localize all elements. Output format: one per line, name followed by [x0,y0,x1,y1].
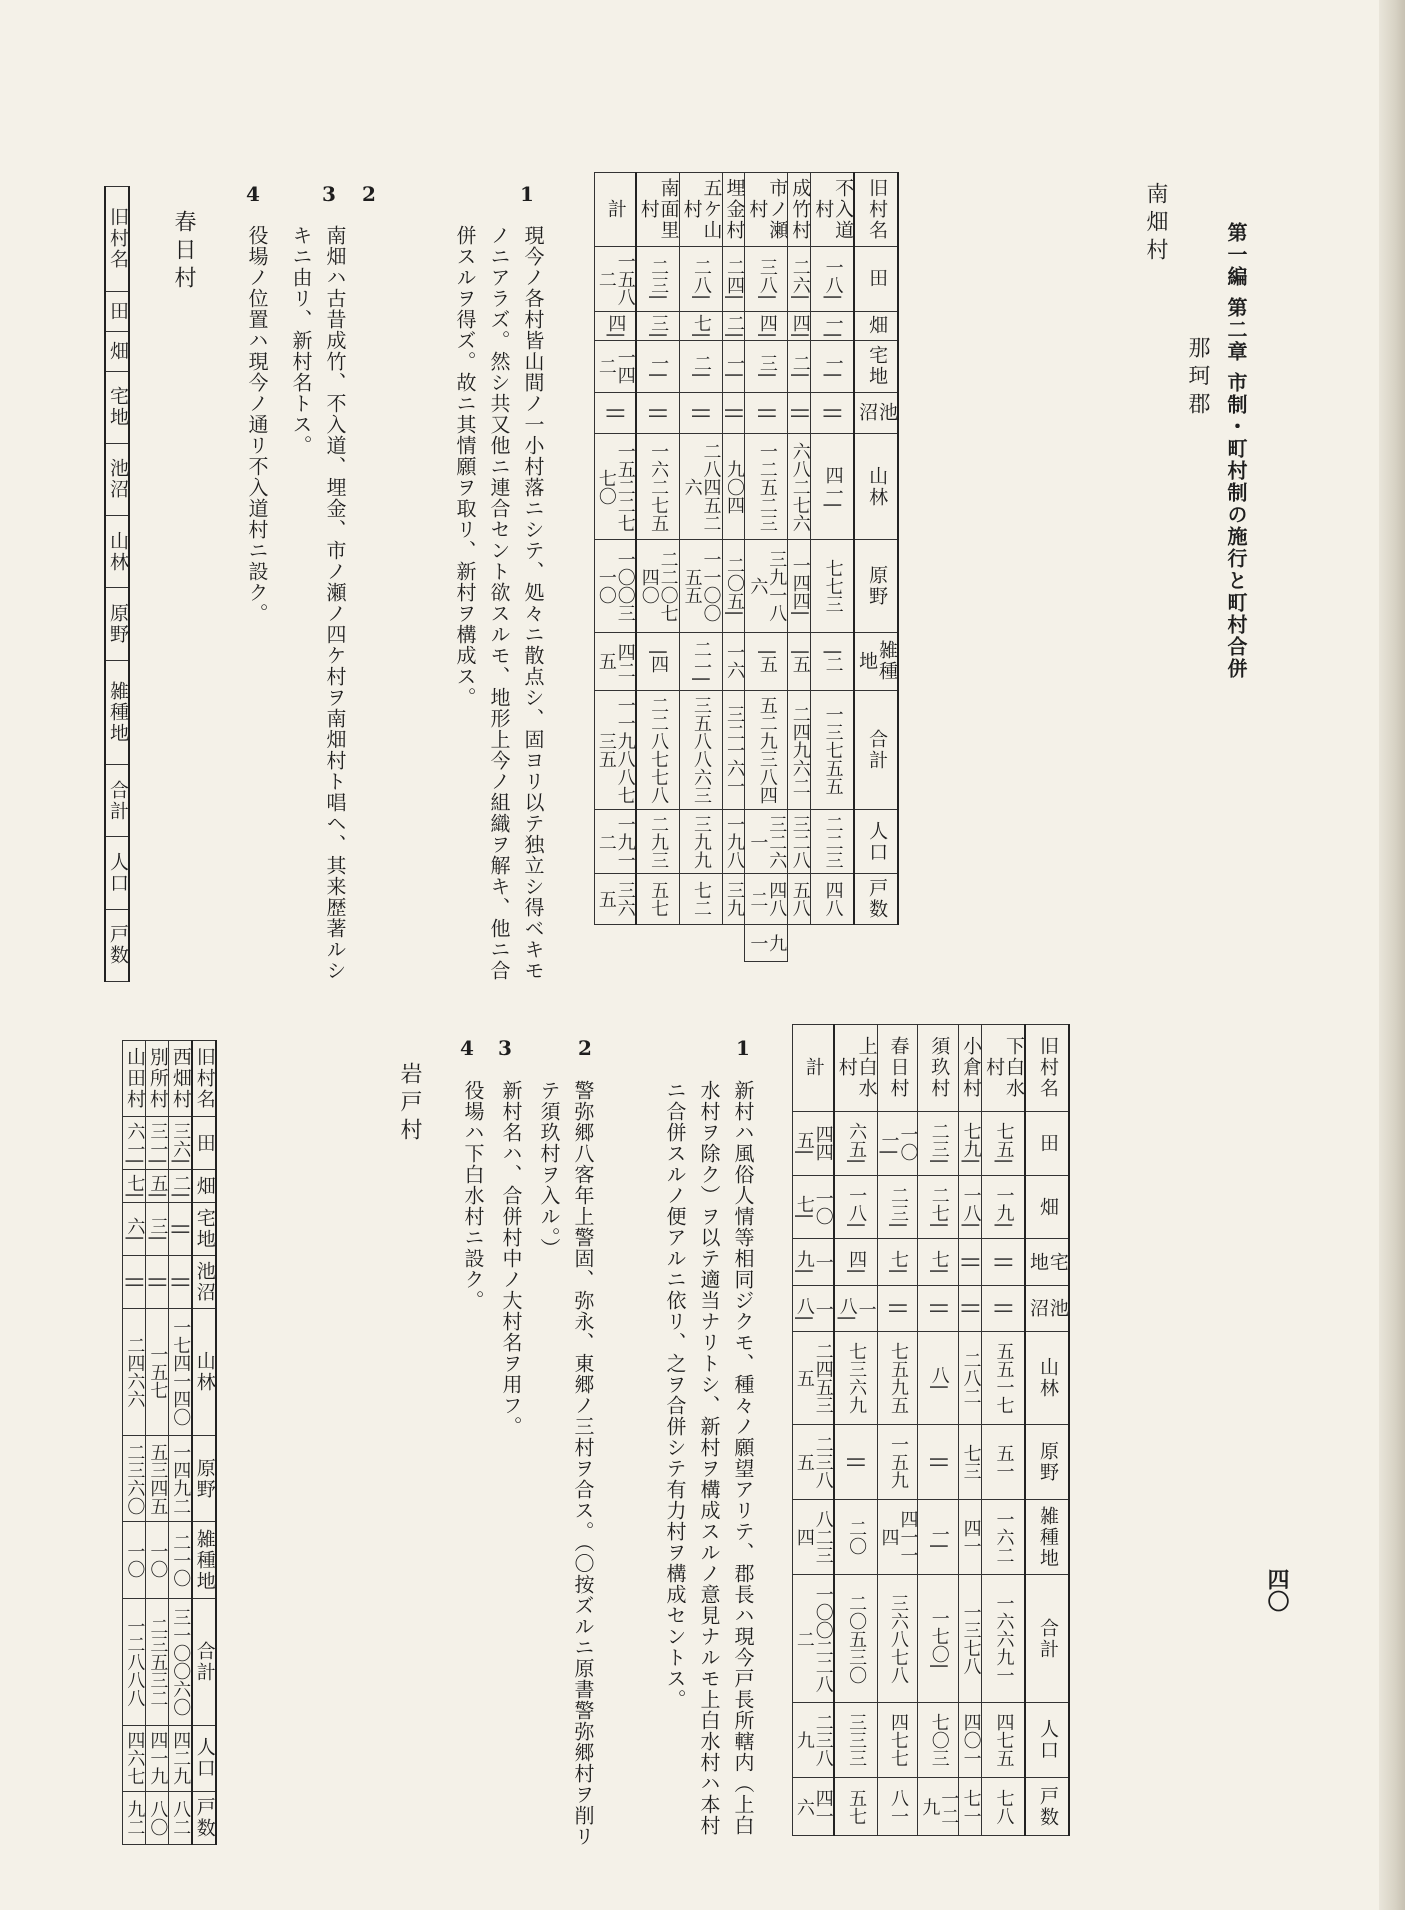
village-name-cell: 山田村 [123,1041,146,1117]
table-cell: 一八| [834,1175,877,1239]
page-number: 四〇 [1264,1568,1290,1612]
column-header: 旧村名 [1025,1025,1069,1112]
village-name-cell: 別所村 [145,1041,168,1117]
table-cell: 三六| [168,1117,191,1170]
table-cell: 三九一八六 [745,540,788,632]
table-cell: 三| [745,340,788,392]
table-cell: 七| [679,311,722,340]
table-cell: 七三六九 [834,1332,877,1425]
table-cell: 五| [145,1170,168,1203]
table-cell: 一四九二 [168,1435,191,1522]
table-cell: 四八 [811,874,854,925]
table-cell: |五 [788,632,811,690]
note-number: 1 [520,182,534,206]
kasuga-header-table [104,186,130,982]
kasuga-table [792,1024,1070,1836]
table-cell: 四八二 [745,874,788,925]
table-cell: 七五九五 [877,1332,918,1425]
village-name-cell: 不入道村 [811,173,854,247]
table-cell: 二三八九 [793,1702,834,1777]
village-name-cell: 下白水村 [982,1025,1025,1112]
table-row [811,173,854,962]
table-cell: 三六五 [595,874,636,925]
table-cell: 二六| [788,246,811,311]
table-cell: 一五九 [877,1424,918,1499]
minamihata-table [594,172,899,962]
table-cell: || [877,1285,918,1331]
note-text: 南畑ハ古昔成竹、不入道、埋金、市ノ瀬ノ四ケ村ヲ南畑村ト唱ヘ、其来歴著ルシキニ由リ、新村名トス。 [289,225,347,981]
column-header: 合計 [105,765,129,837]
table-cell: 四一六 [793,1778,834,1836]
table-cell: 三九九 [679,809,722,873]
table-cell: || [123,1255,146,1308]
column-header: 宅地 [854,340,898,392]
table-cell: 三三三 [834,1702,877,1777]
note-text: 役場ノ位置ハ現今ノ通リ不入道村ニ設ク。 [245,225,269,624]
table-cell: 五五一七 [982,1332,1025,1425]
table-cell: || [959,1239,982,1285]
table-cell: 一四四| [788,540,811,632]
column-header: 原野 [854,540,898,632]
column-header: 戸数 [105,909,129,981]
village-name-cell: 南面里村 [636,173,679,247]
table-cell: 七二 [679,874,722,925]
column-header: 合計 [192,1598,216,1725]
note-number: 3 [322,182,336,206]
table-cell: || [982,1239,1025,1285]
table-cell: 四一九 [145,1725,168,1791]
table-row [788,173,811,962]
column-header: 原野 [1025,1424,1069,1499]
table-cell: 二八二 [959,1332,982,1425]
table-cell: 一九一二 [595,809,636,873]
column-header: 畑 [1025,1175,1069,1239]
table-cell: 二三| [636,246,679,311]
table-cell: || [834,1424,877,1499]
table-cell: 二| [679,340,722,392]
note-text: 警弥郷八客年上警固、弥永、東郷ノ三村ヲ合ス。（〇按ズルニ原書警弥郷村ヲ削リテ須玖村ヲ入ル。） [537,1080,595,1847]
table-cell: 三二六一 [745,809,788,873]
table-row [877,1025,918,1836]
header-row [105,187,129,982]
column-header: 合計 [1025,1575,1069,1702]
column-header: 戸数 [1025,1778,1069,1836]
table-cell: 二〇 [834,1500,877,1575]
column-header: 原野 [105,588,129,660]
table-cell: 六八二七六 [788,434,811,540]
table-cell: 二二〇七四〇 [636,540,679,632]
column-header: 旧村名 [105,187,129,292]
table-cell: 四四五| [793,1111,834,1175]
column-header: 宅地 [192,1203,216,1256]
village-name-cell: 成竹村 [788,173,811,247]
table-cell: 七八 [982,1778,1025,1836]
column-header: 池沼 [854,392,898,434]
column-header: 人口 [1025,1702,1069,1777]
table-cell: 八一 [877,1778,918,1836]
gun-heading: 那珂郡 [1185,336,1210,420]
column-header: 雑種地 [192,1522,216,1598]
table-cell: || [679,392,722,434]
column-header: 山林 [1025,1332,1069,1425]
table-cell: 五七 [834,1778,877,1836]
table-cell: 九二 [123,1792,146,1845]
section-heading-iwato: 岩戸村 [397,1062,422,1146]
table-cell: 三二一六一 [722,691,745,810]
table-cell: 三八| [745,246,788,311]
column-header: 山林 [105,516,129,588]
table-cell: 一八| [793,1285,834,1331]
village-name-cell: 上白水村 [834,1025,877,1112]
table-cell: 八二三四 [793,1500,834,1575]
table-cell: 六五| [834,1111,877,1175]
table-cell: 二九三 [636,809,679,873]
column-header: 人口 [854,809,898,873]
table-row [168,1041,191,1845]
table-cell: 二三八五 [793,1424,834,1499]
table-row [918,1025,959,1836]
column-header: 畑 [192,1170,216,1203]
column-header: 雑種地 [854,632,898,690]
table-cell: || [959,1285,982,1331]
table-cell: 二三五三二 [145,1598,168,1725]
column-header: 田 [854,246,898,311]
table-cell: 一五七 [145,1308,168,1435]
table-cell: 一四二 [595,340,636,392]
table-cell: 一| [811,340,854,392]
village-name-cell: 埋金村 [722,173,745,247]
table-cell: 四| [745,311,788,340]
table-cell: 三五八八六三 [679,691,722,810]
table-cell: 四七七 [877,1702,918,1777]
table-cell: 五八 [788,874,811,925]
column-header: 旧村名 [854,173,898,247]
table-cell: || [811,392,854,434]
table-cell: 一五八二 [595,246,636,311]
table-cell: |二 [811,632,854,690]
column-header: 山林 [854,434,898,540]
table-cell: 三九 [722,874,745,925]
table-cell: 五一 [982,1424,1025,1499]
table-cell: 七| [123,1170,146,1203]
table-cell: 一九| [982,1175,1025,1239]
village-name-cell: 五ケ山村 [679,173,722,247]
village-name-cell: 須玖村 [918,1025,959,1112]
table-cell: 七〇三 [918,1702,959,1777]
table-cell: 一一九八八七三五 [595,691,636,810]
table-cell: 三六八七八 [877,1575,918,1702]
column-header: 雑種地 [105,660,129,765]
table-row [636,173,679,962]
column-header: 池沼 [1025,1285,1069,1331]
table-cell: 七七三 [811,540,854,632]
header-row [854,173,898,962]
table-cell: 五二九三八四 [745,691,788,810]
table-cell: || [636,392,679,434]
table-row [145,1041,168,1845]
note-text: 新村名ハ、合併村中ノ大村名ヲ用フ。 [499,1080,523,1437]
village-name-cell: 西畑村 [168,1041,191,1117]
table-cell: || [145,1255,168,1308]
village-name-cell: 市ノ瀬村 [745,173,788,247]
table-cell: 一〇〇三一〇 [595,540,636,632]
table-cell: 四六七 [123,1725,146,1791]
table-cell: 一七四一四〇 [168,1308,191,1435]
table-cell: || [168,1255,191,1308]
village-name-cell: 春日村 [877,1025,918,1112]
table-cell: 六| [123,1203,146,1256]
table-row [722,173,745,962]
table-cell: 七五| [982,1111,1025,1175]
table-cell: 四| [834,1239,877,1285]
table-cell: 二| [788,340,811,392]
table-cell: 一七〇| [918,1575,959,1702]
table-cell: 一五二二七七〇 [595,434,636,540]
note-text: 現今ノ各村皆山間ノ一小村落ニシテ、処々ニ散点シ、固ヨリ以テ独立シ得ベキモノニアラズ。然シ共又他ニ連合セント欲スルモ、地形上今ノ組織ヲ解キ、他ニ合併スルヲ得ズ。故ニ其情願ヲ取リ、新村ヲ構成ス。 [453,225,545,981]
table-row [745,173,788,962]
section-heading-minamihata: 南畑村 [1143,182,1168,266]
table-cell: || [982,1285,1025,1331]
table-cell: 一| [811,311,854,340]
table-cell: 四〇一 [959,1702,982,1777]
table-cell: 二一〇 [168,1522,191,1598]
table-cell: 一九八 [722,809,745,873]
table-cell: 二一| [679,632,722,690]
table-cell: 三二八 [788,809,811,873]
table-row [793,1025,834,1836]
table-cell: 二四五三五 [793,1332,834,1425]
table-cell: 七九| [959,1111,982,1175]
table-cell: || [168,1203,191,1256]
table-row [959,1025,982,1836]
table-cell: 一六二 [982,1500,1025,1575]
table-cell: 四| [595,311,636,340]
table-cell: 二四| [722,246,745,311]
table-cell: 二| [168,1170,191,1203]
column-header: 合計 [854,691,898,810]
column-header: 宅地 [1025,1239,1069,1285]
village-name-cell: 小倉村 [959,1025,982,1112]
table-cell: 一二九 [918,1778,959,1836]
table-cell: 七| [918,1239,959,1285]
table-cell: 八二 [168,1792,191,1845]
table-cell: 二二八七七八 [636,691,679,810]
section-heading-kasuga: 春日村 [171,210,196,294]
column-header: 戸数 [854,874,898,925]
table-cell: 一三七八 [959,1575,982,1702]
table-cell: 五三四五 [145,1435,168,1522]
note-text: 役場ハ下白水村ニ設ク。 [461,1080,485,1311]
table-cell: 三一〇〇六〇 [168,1598,191,1725]
header-row [192,1041,216,1845]
table-cell: || [595,392,636,434]
table-cell: 一八| [834,1285,877,1331]
table-cell: || [918,1424,959,1499]
table-cell: 二二三 [811,809,854,873]
table-cell: 二四六六 [123,1308,146,1435]
table-cell: || [918,1285,959,1331]
header-row [1025,1025,1069,1836]
note-number: 4 [460,1036,474,1060]
table-cell: 一八| [959,1175,982,1239]
table-cell: |五 [745,632,788,690]
table-cell: 二八| [679,246,722,311]
table-cell: 八| [918,1332,959,1425]
column-header: 雑種地 [1025,1500,1069,1575]
column-header: 人口 [105,837,129,909]
table-row [834,1025,877,1836]
table-cell: || [788,392,811,434]
book-gutter [1379,0,1405,1910]
table-cell: 三| [636,311,679,340]
table-cell: 一〇一| [877,1111,918,1175]
table-cell: || [722,392,745,434]
table-cell: 一〇 [145,1522,168,1598]
table-cell: 四二九 [168,1725,191,1791]
table-cell: |四 [636,632,679,690]
table-cell: 五七 [636,874,679,925]
table-cell: 一六六九一 [982,1575,1025,1702]
column-header: 山林 [192,1308,216,1435]
table-cell: 二| [722,311,745,340]
table-cell: 二三| [918,1111,959,1175]
table-row [982,1025,1025,1836]
table-cell: 一| [722,340,745,392]
table-cell: 九〇四 [722,434,745,540]
table-cell: 七三 [959,1424,982,1499]
running-head: 第一編 第二章 市制・町村制の施行と町村合併 [1224,222,1248,680]
table-cell: 一三七五五 [811,691,854,810]
column-header: 畑 [105,331,129,371]
table-cell: 二七| [918,1175,959,1239]
note-number: 2 [578,1036,592,1060]
table-cell: 一一〇〇五五 [679,540,722,632]
table-cell: 八〇 [145,1792,168,1845]
table-cell: 二〇五三〇 [834,1575,877,1702]
table-row [679,173,722,962]
table-cell: 二三| [877,1175,918,1239]
column-header: 池沼 [192,1255,216,1308]
table-cell: 二三六〇 [123,1435,146,1522]
table-cell: 九一 [745,925,788,962]
village-name-cell: 計 [793,1025,834,1112]
column-header: 畑 [854,311,898,340]
table-cell: 一八| [811,246,854,311]
note-number: 2 [362,182,376,206]
table-row [595,173,636,962]
table-cell: 一六二七五 [636,434,679,540]
column-header: 池沼 [105,443,129,515]
note-number: 3 [498,1036,512,1060]
table-cell: 一二八八八 [123,1598,146,1725]
table-cell: 一九| [793,1239,834,1285]
table-cell: 一二五二三 [745,434,788,540]
table-cell: 二四九六二 [788,691,811,810]
table-cell: 一六 [722,632,745,690]
table-cell: || [745,392,788,434]
table-cell: 四一 [959,1500,982,1575]
village-name-cell: 計 [595,173,636,247]
table-row [123,1041,146,1845]
iwato-table [122,1040,217,1845]
column-header: 原野 [192,1435,216,1522]
table-cell: 六一| [123,1117,146,1170]
table-cell: 一〇〇二二八二 [793,1575,834,1702]
table-cell: 四一| [811,434,854,540]
table-cell: 三一| [145,1117,168,1170]
column-header: 戸数 [192,1792,216,1845]
table-cell: 一| [918,1500,959,1575]
table-cell: 三| [145,1203,168,1256]
table-cell: 四七五 [982,1702,1025,1777]
table-cell: 七一 [959,1778,982,1836]
note-number: 1 [736,1036,750,1060]
table-cell: 四二五 [595,632,636,690]
column-header: 田 [192,1117,216,1170]
table-cell: 二八四五二六 [679,434,722,540]
table-cell: 四一一四 [877,1500,918,1575]
column-header: 旧村名 [192,1041,216,1117]
column-header: 人口 [192,1725,216,1791]
table-cell: 一| [636,340,679,392]
note-number: 4 [246,182,260,206]
table-cell: 一〇七| [793,1175,834,1239]
table-cell: 七| [877,1239,918,1285]
column-header: 宅地 [105,371,129,443]
column-header: 田 [105,291,129,331]
column-header: 田 [1025,1111,1069,1175]
note-text: 新村ハ風俗人情等相同ジクモ、種々ノ願望アリテ、郡長ハ現今戸長所轄内（上白水村ヲ除ク）ヲ以テ適当ナリトシ、新村ヲ構成スルノ意見ナルモ上白水村ハ本村ニ合併スルノ便アルニ依リ、之ヲ合併シテ有力村ヲ構成セントス。 [663,1080,755,1836]
table-cell: 一〇 [123,1522,146,1598]
table-cell: 二〇五| [722,540,745,632]
table-cell: 四| [788,311,811,340]
